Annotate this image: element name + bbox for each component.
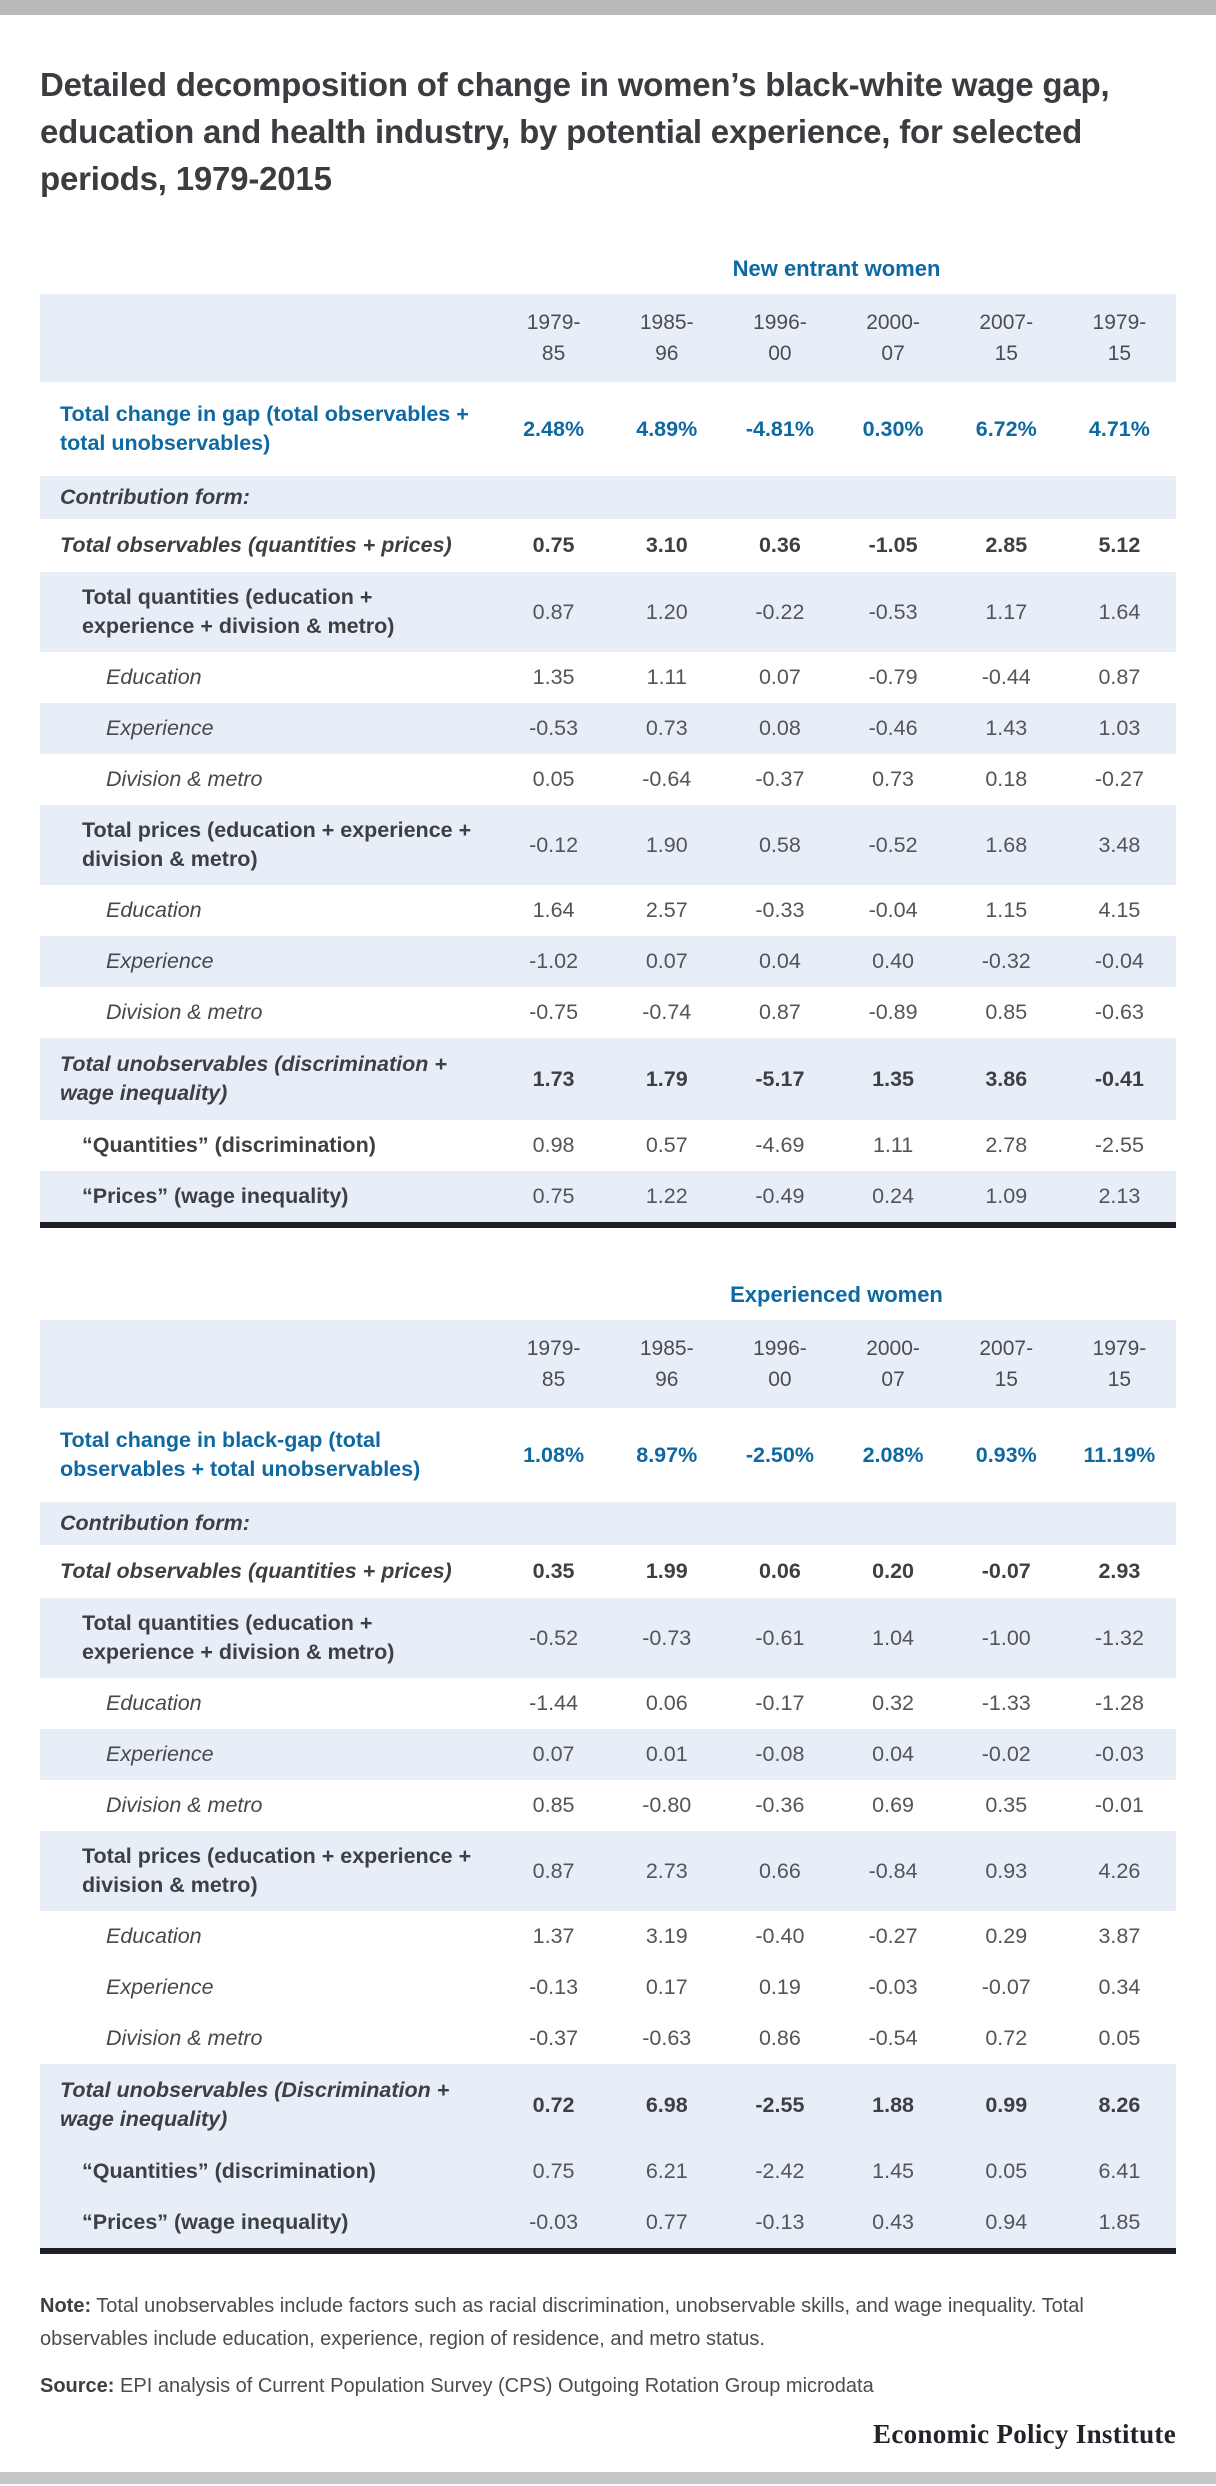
cell-value: 0.07	[645, 949, 688, 973]
cell-value: -0.80	[642, 1793, 692, 1817]
table-section	[40, 256, 1176, 1228]
row-label: “Prices” (wage inequality)	[82, 2210, 349, 2234]
table-row	[40, 1678, 1176, 1729]
cell-value: -1.44	[529, 1691, 579, 1715]
cell-value: 0.07	[758, 665, 801, 689]
cell-value: 0.75	[532, 2159, 575, 2183]
period-line-1: 1979-	[526, 311, 581, 334]
period-line-2: 15	[994, 1368, 1018, 1391]
column-header	[836, 307, 949, 369]
cell-value: 3.19	[645, 1924, 688, 1948]
row-label: Education	[106, 898, 202, 922]
table-row	[40, 1780, 1176, 1831]
cell-value: -0.63	[1094, 1000, 1144, 1024]
cell-value: 2.85	[985, 533, 1028, 557]
cell-value: 1.08%	[523, 1442, 585, 1467]
cell-value: 2.73	[645, 1858, 688, 1883]
cell-value: -0.73	[642, 1625, 692, 1650]
table-row	[40, 652, 1176, 703]
table-row	[40, 519, 1176, 572]
table-row	[40, 754, 1176, 805]
cell-value: 0.08	[758, 716, 801, 740]
cell-value: 0.43	[872, 2210, 914, 2234]
table-row	[40, 1962, 1176, 2013]
cell-value: 0.05	[532, 767, 575, 791]
period-line-2: 15	[1107, 342, 1132, 365]
cell-value: 4.15	[1098, 898, 1141, 922]
cell-value: 1.43	[985, 716, 1028, 740]
cell-value: 0.87	[758, 1000, 801, 1024]
cell-value: -2.55	[1094, 1133, 1144, 1157]
row-label: “Quantities” (discrimination)	[82, 1133, 376, 1157]
cell-value: 0.17	[645, 1975, 688, 1999]
cell-value: -0.61	[755, 1625, 805, 1650]
cell-value: 0.94	[985, 2210, 1028, 2234]
cell-value: 0.99	[985, 2092, 1028, 2117]
cell-value: 0.01	[645, 1742, 688, 1766]
period-line-2: 15	[994, 342, 1018, 365]
cell-value: 0.57	[645, 1133, 688, 1157]
note-text: Total unobservables include factors such as racial discrimination, unobservable skills, and wage inequality. Total observables include education, experience, region of residence, and metro status.	[40, 2295, 1084, 2350]
cell-value: 1.11	[646, 665, 687, 689]
cell-value: -0.46	[868, 716, 918, 740]
cell-value: 6.21	[645, 2159, 688, 2183]
period-line-2: 96	[655, 1368, 679, 1391]
cell-value: 4.71%	[1088, 416, 1150, 441]
cell-value: 0.58	[758, 832, 801, 857]
table-row	[40, 2197, 1176, 2248]
cell-value: -0.36	[755, 1793, 805, 1817]
cell-value: 0.35	[985, 1793, 1028, 1817]
cell-value: 4.89%	[636, 416, 698, 441]
cell-value: -0.04	[1094, 949, 1144, 973]
period-line-1: 1996-	[753, 1337, 807, 1360]
cell-value: 5.12	[1098, 533, 1141, 557]
cell-value: -0.37	[755, 767, 805, 791]
row-label: Total quantities (education + experience + division & metro)	[82, 1611, 395, 1664]
cell-value: -1.28	[1094, 1691, 1144, 1715]
cell-value: -0.53	[529, 716, 579, 740]
cell-value: -2.42	[755, 2159, 805, 2183]
cell-value: -0.07	[981, 1975, 1031, 1999]
cell-value: -0.13	[755, 2210, 805, 2234]
period-line-1: 1979-	[1092, 311, 1147, 334]
table-header-row	[40, 1320, 1176, 1408]
cell-value: 0.40	[872, 949, 914, 973]
cell-value: 2.93	[1098, 1559, 1141, 1583]
cell-value: -0.84	[868, 1858, 918, 1883]
cell-value: 0.34	[1098, 1975, 1141, 1999]
epi-logo: Economic Policy Institute	[873, 2419, 1176, 2449]
cell-value: 1.85	[1098, 2210, 1141, 2234]
cell-value: 1.04	[872, 1625, 914, 1650]
row-label: Division & metro	[106, 2026, 263, 2050]
row-label: Total observables (quantities + prices)	[60, 533, 452, 557]
column-header	[610, 1333, 723, 1395]
table-row	[40, 1911, 1176, 1962]
cell-value: -4.81%	[745, 416, 814, 441]
cell-value: 1.09	[985, 1184, 1028, 1208]
table-row	[40, 703, 1176, 754]
note	[40, 2290, 1176, 2356]
cell-value: -0.04	[868, 898, 918, 922]
source-text: EPI analysis of Current Population Survey (CPS) Outgoing Rotation Group microdata	[114, 2375, 874, 2397]
cell-value: 1.45	[872, 2159, 914, 2183]
column-header	[950, 307, 1063, 369]
period-line-1: 1979-	[526, 1337, 581, 1360]
cell-value: -0.12	[529, 832, 579, 857]
cell-value: 1.64	[1098, 599, 1141, 624]
cell-value: 0.36	[758, 533, 801, 557]
table-row	[40, 936, 1176, 987]
cell-value: -0.74	[642, 1000, 692, 1024]
table-row	[40, 1545, 1176, 1598]
cell-value: 0.77	[645, 2210, 688, 2234]
row-label: Education	[106, 1691, 202, 1715]
source-label: Source:	[40, 2375, 115, 2397]
cell-value: 2.13	[1098, 1184, 1141, 1208]
row-label: “Prices” (wage inequality)	[82, 1184, 349, 1208]
row-label: Total quantities (education + experience + division & metro)	[82, 585, 395, 638]
row-label: Division & metro	[106, 767, 263, 791]
column-header	[836, 1333, 949, 1395]
period-line-2: 85	[541, 1368, 566, 1391]
cell-value: 0.35	[532, 1559, 575, 1583]
row-label: Total prices (education + experience + division & metro)	[82, 818, 472, 871]
cell-value: 0.98	[532, 1133, 575, 1157]
table-row	[40, 1120, 1176, 1171]
column-header	[723, 1333, 836, 1395]
cell-value: 0.06	[758, 1559, 801, 1583]
data-table	[40, 1320, 1176, 2254]
cell-value: -0.33	[755, 898, 805, 922]
cell-value: 1.90	[645, 832, 688, 857]
cell-value: 2.48%	[523, 416, 585, 441]
period-line-2: 00	[768, 1368, 792, 1391]
cell-value: -0.37	[529, 2026, 579, 2050]
cell-value: 0.87	[532, 1858, 575, 1883]
cell-value: 2.78	[985, 1133, 1028, 1157]
row-label: Experience	[106, 949, 214, 973]
cell-value: -0.64	[642, 767, 692, 791]
data-table	[40, 294, 1176, 1228]
period-line-1: 2000-	[866, 311, 920, 334]
column-header	[610, 307, 723, 369]
cell-value: 2.08%	[862, 1442, 924, 1467]
cell-value: 0.72	[532, 2092, 575, 2117]
table-row	[40, 987, 1176, 1038]
column-header	[950, 1333, 1063, 1395]
cell-value: -0.22	[755, 599, 805, 624]
page-title: Detailed decomposition of change in women’s black-white wage gap, education and health industry, by potential experience, for selected periods, 1979-2015	[40, 66, 1110, 197]
cell-value: 0.04	[872, 1742, 914, 1766]
cell-value: 0.06	[645, 1691, 688, 1715]
cell-value: 0.29	[985, 1924, 1028, 1948]
column-header	[1063, 1333, 1176, 1395]
cell-value: -0.63	[642, 2026, 692, 2050]
tables-host	[40, 256, 1176, 2254]
cell-value: 0.73	[645, 716, 688, 740]
cell-value: 0.32	[872, 1691, 914, 1715]
cell-value: 0.20	[872, 1559, 914, 1583]
cell-value: 8.97%	[636, 1442, 698, 1467]
table-row	[40, 1831, 1176, 1911]
column-header	[497, 307, 610, 369]
cell-value: 8.26	[1098, 2092, 1141, 2117]
cell-value: -0.13	[529, 1975, 579, 1999]
row-label: Division & metro	[106, 1793, 263, 1817]
cell-value: 0.86	[758, 2026, 801, 2050]
cell-value: 1.35	[872, 1066, 914, 1091]
period-line-2: 00	[768, 342, 792, 365]
cell-value: 0.04	[758, 949, 801, 973]
cell-value: -1.33	[981, 1691, 1031, 1715]
cell-value: -0.54	[868, 2026, 918, 2050]
table-row	[40, 382, 1176, 476]
table-row	[40, 1729, 1176, 1780]
row-label: Education	[106, 1924, 202, 1948]
cell-value: 0.18	[985, 767, 1028, 791]
period-line-2: 15	[1107, 1368, 1132, 1391]
cell-value: 0.05	[985, 2159, 1028, 2183]
row-label: Education	[106, 665, 202, 689]
page-content	[0, 61, 1216, 2450]
cell-value: -1.00	[981, 1625, 1031, 1650]
cell-value: -0.79	[868, 665, 918, 689]
period-line-2: 85	[541, 342, 566, 365]
period-line-1: 1985-	[639, 1337, 694, 1360]
row-label: Total unobservables (Discrimination + wage inequality)	[60, 2078, 450, 2131]
period-line-1: 1996-	[753, 311, 807, 334]
cell-value: 6.72%	[975, 416, 1037, 441]
cell-value: 0.93%	[975, 1442, 1037, 1467]
table-row	[40, 572, 1176, 652]
table-row	[40, 1502, 1176, 1545]
table-row	[40, 805, 1176, 885]
cell-value: -0.41	[1094, 1066, 1144, 1091]
note-label: Note:	[40, 2295, 92, 2317]
cell-value: -0.03	[529, 2210, 579, 2234]
cell-value: 1.35	[532, 665, 575, 689]
cell-value: -0.08	[755, 1742, 805, 1766]
column-header	[497, 1333, 610, 1395]
cell-value: -0.01	[1094, 1793, 1144, 1817]
cell-value: -2.50%	[745, 1442, 814, 1467]
cell-value: 3.87	[1098, 1924, 1141, 1948]
cell-value: -0.27	[1094, 767, 1144, 791]
cell-value: 1.15	[985, 898, 1028, 922]
cell-value: -0.02	[981, 1742, 1031, 1766]
cell-value: 0.87	[1098, 665, 1141, 689]
cell-value: 0.73	[872, 767, 914, 791]
period-line-1: 1979-	[1092, 1337, 1147, 1360]
cell-value: 0.85	[985, 1000, 1028, 1024]
cell-value: 1.73	[532, 1066, 575, 1091]
cell-value: 3.10	[645, 533, 688, 557]
cell-value: 0.66	[758, 1858, 801, 1883]
cell-value: 0.24	[872, 1184, 914, 1208]
table-row	[40, 2064, 1176, 2146]
cell-value: 1.68	[985, 832, 1028, 857]
period-line-1: 1985-	[639, 311, 694, 334]
cell-value: 1.22	[645, 1184, 688, 1208]
cell-value: 0.69	[872, 1793, 914, 1817]
column-header	[1063, 307, 1176, 369]
cell-value: 6.98	[645, 2092, 688, 2117]
cell-value: -0.89	[868, 1000, 918, 1024]
period-line-2: 07	[881, 342, 905, 365]
row-label: Contribution form:	[60, 485, 250, 509]
cell-value: -1.32	[1094, 1625, 1144, 1650]
cell-value: 2.57	[645, 898, 688, 922]
cell-value: 1.64	[532, 898, 575, 922]
cell-value: 0.07	[532, 1742, 575, 1766]
cell-value: 1.17	[985, 599, 1028, 624]
cell-value: -0.40	[755, 1924, 805, 1948]
row-label: Division & metro	[106, 1000, 263, 1024]
period-line-2: 07	[881, 1368, 905, 1391]
cell-value: 3.86	[985, 1066, 1028, 1091]
cell-value: 6.41	[1098, 2159, 1141, 2183]
cell-value: 3.48	[1098, 832, 1141, 857]
cell-value: 0.30%	[862, 416, 924, 441]
row-label: “Quantities” (discrimination)	[82, 2159, 376, 2183]
cell-value: -0.03	[868, 1975, 918, 1999]
cell-value: -0.32	[981, 949, 1031, 973]
cell-value: -0.07	[981, 1559, 1031, 1583]
table-row	[40, 1038, 1176, 1120]
period-line-1: 2000-	[866, 1337, 920, 1360]
section-title: New entrant women	[732, 256, 941, 281]
table-section	[40, 1282, 1176, 2254]
source	[40, 2370, 1176, 2403]
cell-value: -0.44	[981, 665, 1031, 689]
cell-value: 0.72	[985, 2026, 1028, 2050]
cell-value: 0.05	[1098, 2026, 1141, 2050]
cell-value: 1.20	[645, 599, 688, 624]
row-label: Total prices (education + experience + division & metro)	[82, 1844, 472, 1897]
cell-value: 0.19	[758, 1975, 801, 1999]
cell-value: 1.11	[872, 1133, 914, 1157]
cell-value: 0.93	[985, 1858, 1028, 1883]
cell-value: -1.02	[529, 949, 579, 973]
period-line-1: 2007-	[979, 311, 1034, 334]
row-label: Experience	[106, 1975, 214, 1999]
cell-value: -0.17	[755, 1691, 805, 1715]
cell-value: 0.75	[532, 533, 575, 557]
row-label: Experience	[106, 1742, 214, 1766]
cell-value: 4.26	[1098, 1858, 1141, 1883]
cell-value: -0.52	[529, 1625, 579, 1650]
cell-value: 1.03	[1098, 716, 1141, 740]
table-row	[40, 476, 1176, 519]
table-row	[40, 1171, 1176, 1222]
cell-value: -0.53	[868, 599, 918, 624]
cell-value: -0.52	[868, 832, 918, 857]
period-line-2: 96	[655, 342, 679, 365]
cell-value: 0.87	[532, 599, 575, 624]
cell-value: 0.75	[532, 1184, 575, 1208]
table-row	[40, 1598, 1176, 1678]
cell-value: -0.49	[755, 1184, 805, 1208]
cell-value: 0.85	[532, 1793, 575, 1817]
cell-value: -1.05	[868, 533, 918, 557]
row-label: Total unobservables (discrimination + wage inequality)	[60, 1052, 447, 1105]
section-title: Experienced women	[730, 1282, 943, 1307]
table-row	[40, 2013, 1176, 2064]
row-label: Experience	[106, 716, 214, 740]
top-gray-bar	[0, 0, 1216, 15]
column-header	[723, 307, 836, 369]
period-line-1: 2007-	[979, 1337, 1034, 1360]
row-label: Contribution form:	[60, 1511, 250, 1535]
table-row	[40, 1408, 1176, 1502]
bottom-gray-bar	[0, 2472, 1216, 2484]
cell-value: -0.75	[529, 1000, 579, 1024]
row-label: Total change in black-gap (total observables + total unobservables)	[60, 1428, 421, 1481]
row-label: Total observables (quantities + prices)	[60, 1559, 452, 1583]
cell-value: 1.37	[532, 1924, 575, 1948]
table-header-row	[40, 294, 1176, 382]
cell-value: -4.69	[755, 1133, 805, 1157]
cell-value: 1.99	[645, 1559, 688, 1583]
cell-value: 11.19%	[1083, 1442, 1156, 1467]
table-row	[40, 885, 1176, 936]
row-label: Total change in gap (total observables + total unobservables)	[60, 402, 469, 455]
cell-value: 1.79	[645, 1066, 688, 1091]
cell-value: 1.88	[872, 2092, 914, 2117]
cell-value: -2.55	[755, 2092, 805, 2117]
cell-value: -0.03	[1094, 1742, 1144, 1766]
cell-value: -0.27	[868, 1924, 918, 1948]
table-row	[40, 2146, 1176, 2197]
cell-value: -5.17	[755, 1066, 805, 1091]
